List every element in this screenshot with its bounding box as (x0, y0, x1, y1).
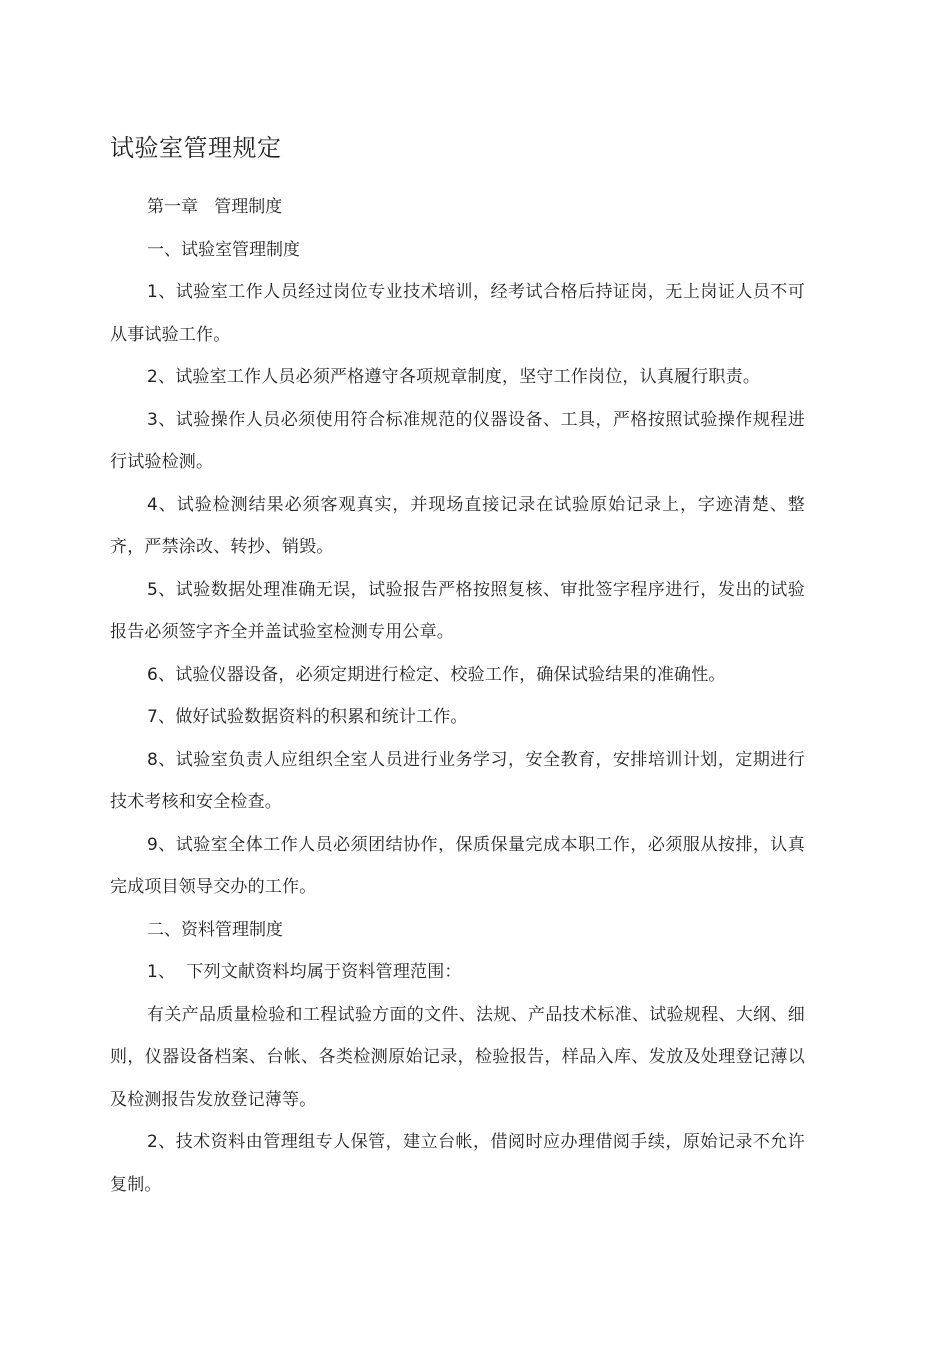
section-heading-lab-management: 一、试验室管理制度 (147, 239, 300, 260)
rule-item-7: 7、做好试验数据资料的积累和统计工作。 (147, 707, 468, 727)
rule-item-6: 6、试验仪器设备，必须定期进行检定、校验工作，确保试验结果的准确性。 (147, 664, 726, 685)
document-page (110, 130, 805, 1206)
rule-item-3: 3、试验操作人员必须使用符合标准规范的仪器设备、工具，严格按照试验操作规程进行试验检测。 (110, 409, 805, 472)
rule-item-9: 9、试验室全体工作人员必须团结协作，保质保量完成本职工作，必须服从按排，认真完成项目领导交办的工作。 (110, 834, 805, 897)
rule-item-5: 5、试验数据处理准确无误，试验报告严格按照复核、审批签字程序进行，发出的试验报告必须签字齐全并盖试验室检测专用公章。 (110, 579, 805, 642)
rule-item-2: 2、试验室工作人员必须严格遵守各项规章制度，坚守工作岗位，认真履行职责。 (147, 367, 761, 387)
rule-item-4: 4、试验检测结果必须客观真实，并现场直接记录在试验原始记录上，字迹清楚、整齐，严禁涂改、转抄、销毁。 (110, 494, 805, 557)
doc-rule-scope-list: 有关产品质量检验和工程试验方面的文件、法规、产品技术标准、试验规程、大纲、细则，仪器设备档案、台帐、各类检测原始记录，检验报告，样品入库、发放及处理登记薄以及检测报告发放登记薄等。 (110, 1004, 805, 1110)
chapter-heading: 第一章 管理制度 (147, 197, 283, 217)
rule-item-1: 1、试验室工作人员经过岗位专业技术培训，经考试合格后持证岗，无上岗证人员不可从事试验工作。 (110, 282, 805, 345)
section-heading-document-management: 二、资料管理制度 (147, 919, 283, 940)
doc-rule-item-2: 2、技术资料由管理组专人保管，建立台帐，借阅时应办理借阅手续，原始记录不允许复制。 (110, 1132, 805, 1195)
rule-item-8: 8、试验室负责人应组织全室人员进行业务学习，安全教育，安排培训计划，定期进行技术考核和安全检查。 (110, 749, 805, 812)
document-title: 试验室管理规定 (110, 134, 282, 162)
doc-rule-item-1: 1、 下列文献资料均属于资料管理范围： (147, 962, 462, 982)
